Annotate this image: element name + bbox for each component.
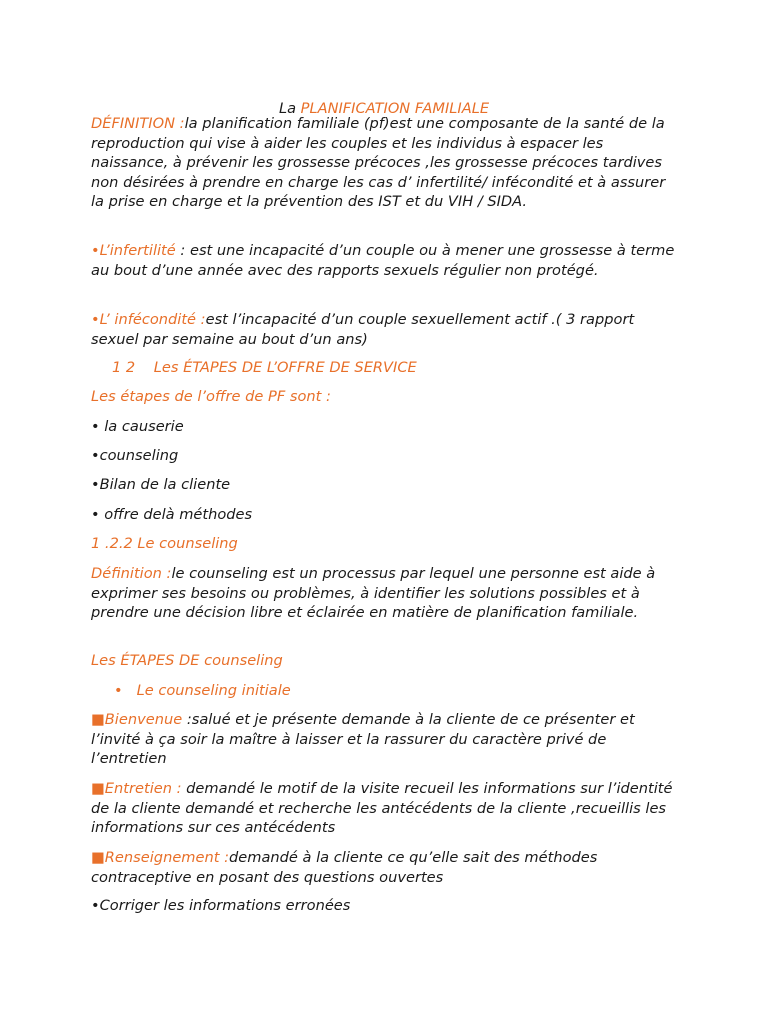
entretien-text: demandé le motif de la visite recueil les informations sur l’identité de la cliente demandé et recherche les antécédents de la cliente ,recueillis les informations sur ces antécédents bbox=[91, 780, 673, 836]
infertilite-label: •L’infertilité bbox=[91, 242, 176, 259]
list-item-bilan: •Bilan de la cliente bbox=[91, 476, 231, 493]
bienvenue-label: Bienvenue bbox=[104, 711, 183, 728]
section-heading-1-2: 1 2 Les ÉTAPES DE L’OFFRE DE SERVICE bbox=[112, 359, 417, 376]
bienvenue-text: :salué et je présente demande à la cliente de ce présenter et l’invité à ça soir la maître à laisser et la rassurer du caractère privé de l’entretien bbox=[91, 711, 635, 767]
definition2-paragraph bbox=[91, 564, 681, 623]
corriger-item: •Corriger les informations erronées bbox=[91, 897, 351, 914]
infecondite-label: •L’ infécondité : bbox=[91, 311, 206, 328]
definition2-label: Définition : bbox=[91, 565, 172, 582]
entretien-label: Entretien : bbox=[104, 780, 182, 797]
infecondite-text: est l’incapacité d’un couple sexuellement actif .( 3 rapport sexuel par semaine au bout d’un ans) bbox=[91, 311, 635, 348]
definition2-text: le counseling est un processus par lequel une personne est aide à exprimer ses besoins ou problèmes, à identifier les solutions possibles et à prendre une décision libre et éclairée en matière de planification familiale. bbox=[91, 565, 656, 621]
square-bullet-icon: ■ bbox=[91, 711, 105, 728]
list-item-causerie: • la causerie bbox=[91, 418, 184, 435]
title-prefix: La bbox=[278, 99, 301, 117]
square-bullet-icon: ■ bbox=[91, 849, 105, 866]
renseignement-label: Renseignement : bbox=[104, 849, 230, 866]
list-item-offre: • offre delà méthodes bbox=[91, 506, 253, 523]
list-item-counseling: •counseling bbox=[91, 447, 179, 464]
infertilite-text: : est une incapacité d’un couple ou à mener une grossesse à terme au bout d’une année avec des rapports sexuels régulier non protégé. bbox=[91, 242, 675, 279]
definition-paragraph bbox=[91, 114, 681, 212]
square-bullet-icon: ■ bbox=[91, 780, 105, 797]
renseignement-paragraph bbox=[91, 848, 681, 887]
etapes-intro: Les étapes de l’offre de PF sont : bbox=[91, 388, 331, 405]
infertilite-paragraph bbox=[91, 241, 681, 280]
bullet-icon: • bbox=[114, 682, 123, 699]
infecondite-paragraph bbox=[91, 310, 681, 349]
renseignement-text: demandé à la cliente ce qu’elle sait des méthodes contraceptive en posant des questions ouvertes bbox=[91, 849, 598, 886]
section-heading-1-2-2: 1 .2.2 Le counseling bbox=[91, 535, 238, 552]
definition-text: la planification familiale (pf)est une composante de la santé de la reproduction qui vise à aider les couples et les individus à espacer les naissance, à prévenir les grossesse précoces ,les grossesse précoces tardives non désirées à prendre en charge les cas d’ infertilité/ infécondité et à assurer la prise en charge et la prévention des IST et du VIH / SIDA. bbox=[91, 115, 666, 210]
title-main: PLANIFICATION FAMILIALE bbox=[300, 99, 490, 117]
etapes-counseling-heading: Les ÉTAPES DE counseling bbox=[91, 652, 283, 669]
bienvenue-paragraph bbox=[91, 710, 681, 769]
definition-label: DÉFINITION : bbox=[91, 115, 185, 132]
counseling-initiale-text: Le counseling initiale bbox=[136, 682, 291, 699]
entretien-paragraph bbox=[91, 779, 681, 838]
counseling-initiale-item bbox=[114, 681, 704, 701]
